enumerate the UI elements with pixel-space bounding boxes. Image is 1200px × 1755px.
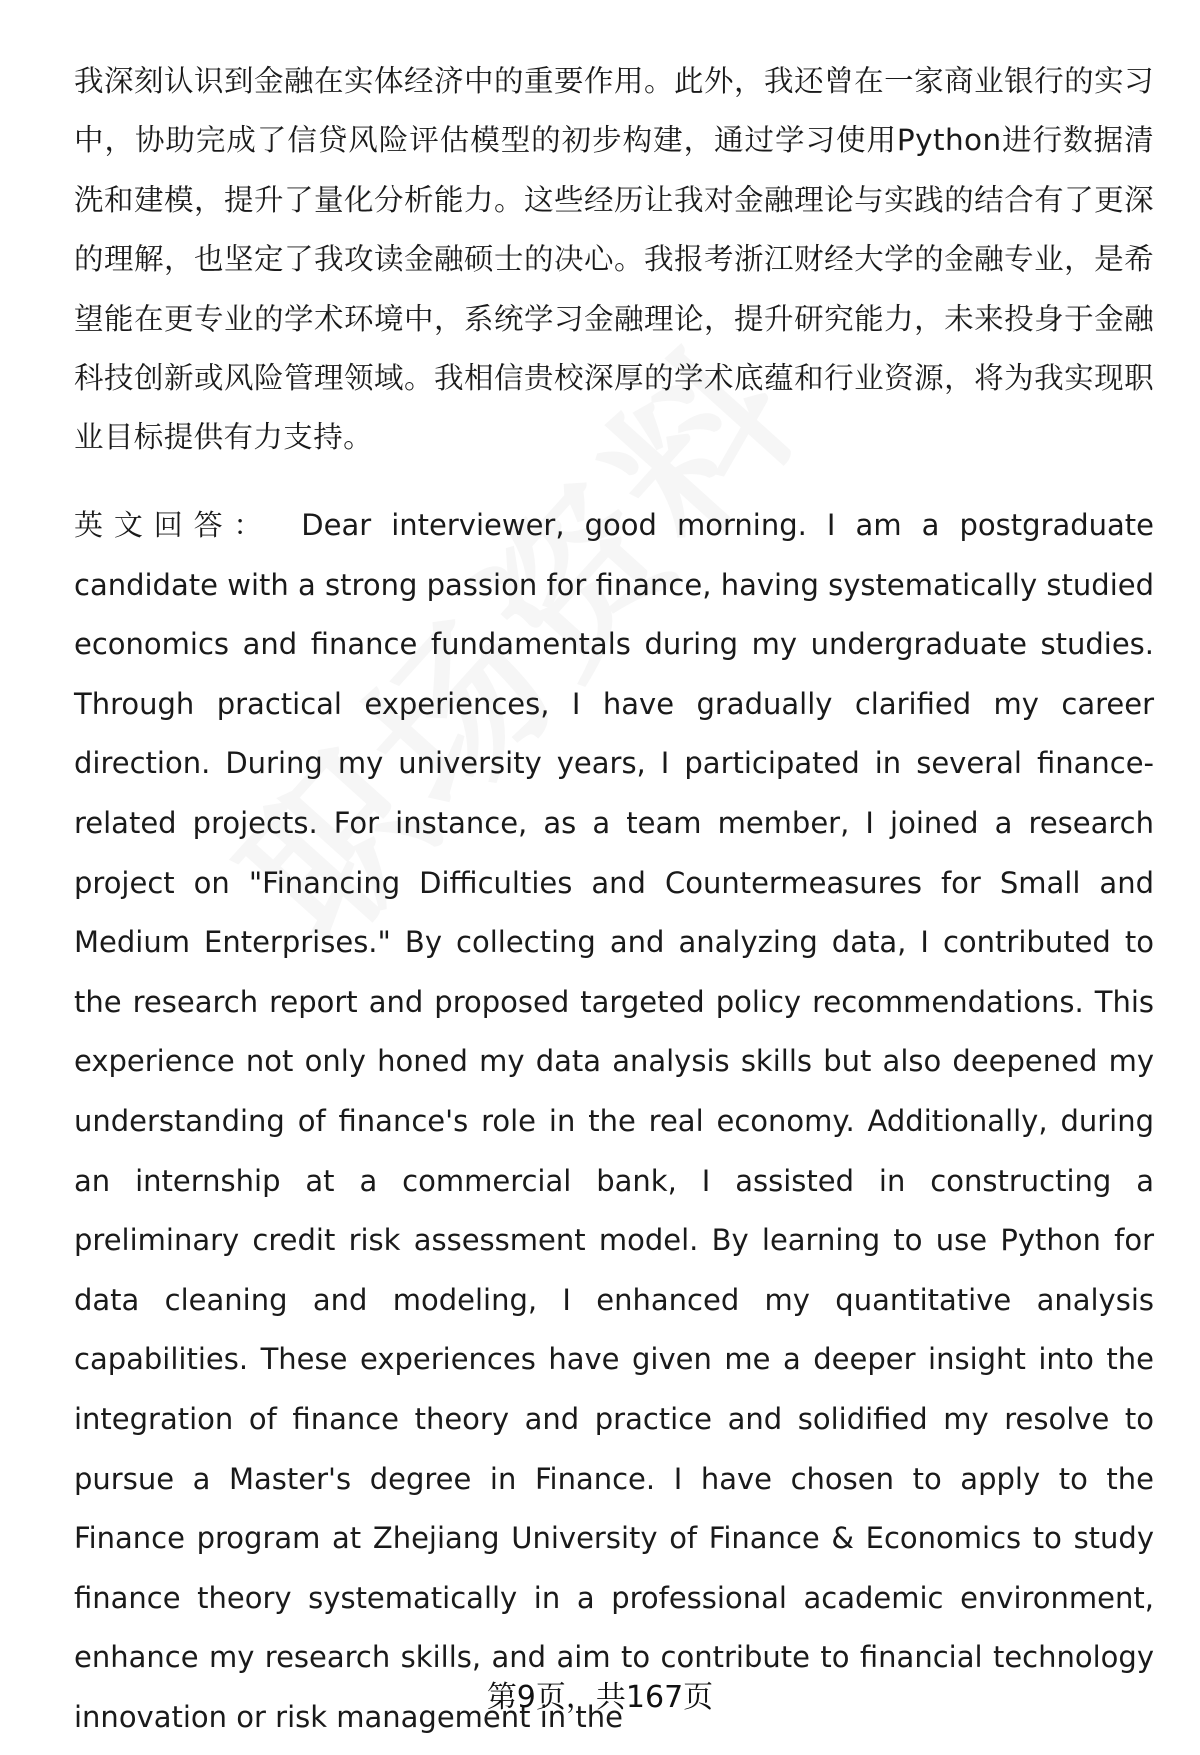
english-answer-text: Dear interviewer, good morning. I am a postgraduate candidate with a strong passion for finance, having systematically studied economics and finance fundamentals during my undergraduate studies. Through practical experiences, I have gradually clarified my career direction. During my university years, I participated in several finance-related projects. For instance, as a team member, I joined a research project on "Financing Difficulties and Countermeasures for Small and Medium Enterprises." By collecting and analyzing data, I contributed to the research report and proposed targeted policy recommendations. This experience not only honed my data analysis skills but also deepened my understanding of finance's role in the real economy. Additionally, during an internship at a commercial bank, I assisted in constructing a preliminary credit risk assessment model. By learning to use Python for data cleaning and modeling, I enhanced my quantitative analysis capabilities. These experiences have given me a deeper insight into the integration of finance theory and practice and solidified my resolve to pursue a Master's degree in Finance. I have chosen to apply to the Finance program at Zhejiang University of Finance & Economics to study finance theory systematically in a professional academic environment, enhance my research skills, and aim to contribute to financial technology innovation or risk management in the [74, 508, 1154, 1734]
chinese-answer-paragraph: 我深刻认识到金融在实体经济中的重要作用。此外，我还曾在一家商业银行的实习中，协助完成了信贷风险评估模型的初步构建，通过学习使用Python进行数据清洗和建模，提升了量化分析能力。这些经历让我对金融理论与实践的结合有了更深的理解，也坚定了我攻读金融硕士的决心。我报考浙江财经大学的金融专业，是希望能在更专业的学术环境中，系统学习金融理论，提升研究能力，未来投身于金融科技创新或风险管理领域。我相信贵校深厚的学术底蕴和行业资源，将为我实现职业目标提供有力支持。 [74, 64, 1154, 455]
english-answer-paragraph [74, 496, 1154, 1747]
english-answer-label: 英文回答： [74, 508, 274, 542]
page-number-footer: 第9页，共167页 [486, 1680, 714, 1715]
